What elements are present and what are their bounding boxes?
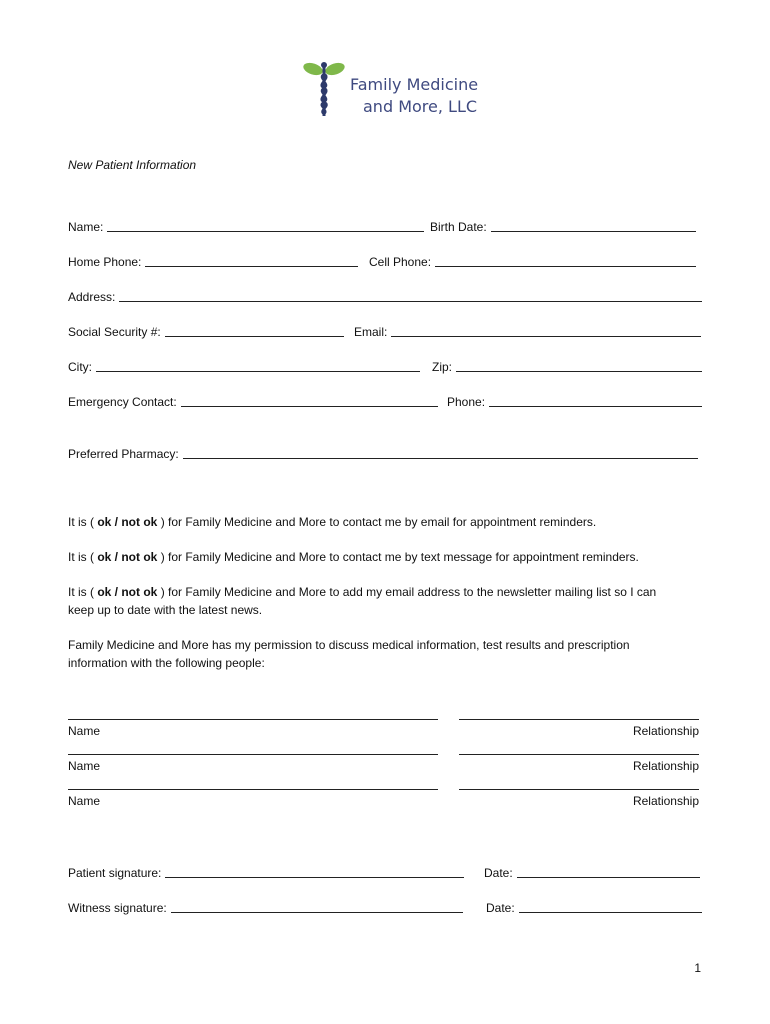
zip-line (456, 359, 702, 372)
contact-relationship-label: Relationship (632, 794, 699, 808)
contact-relationship-line[interactable] (459, 719, 699, 720)
patient-signature-line (165, 865, 464, 878)
permission-statement: Family Medicine and More has my permission to discuss medical information, test results and prescription information with the following people: (68, 638, 630, 670)
address-label: Address: (68, 290, 116, 304)
name-line (107, 219, 424, 232)
newsletter-consent-options[interactable]: ok / not ok (97, 585, 158, 599)
logo-line-1: Family Medicine (350, 75, 479, 94)
patient-signature-field[interactable] (68, 864, 464, 880)
contact-name-label: Name (68, 794, 101, 808)
witness-signature-line (171, 900, 463, 913)
newsletter-consent-statement: It is ( ok / not ok ) for Family Medicine and More to add my email address to the newsletter mailing list so I can keep up to date with the latest news. (68, 585, 657, 617)
email-field[interactable] (354, 323, 701, 339)
address-line (119, 289, 702, 302)
emergency-phone-line (489, 394, 702, 407)
emergency-contact-line (181, 394, 438, 407)
home-phone-line (145, 254, 358, 267)
cell-phone-label: Cell Phone: (369, 255, 432, 269)
contact-relationship-line[interactable] (459, 789, 699, 790)
name-label: Name: (68, 220, 104, 234)
witness-date-line (519, 900, 702, 913)
email-line (391, 324, 701, 337)
address-field[interactable] (68, 288, 702, 304)
email-consent-statement: It is ( ok / not ok ) for Family Medicine and More to contact me by email for appointment reminders. (68, 515, 597, 529)
emergency-phone-label: Phone: (447, 395, 486, 409)
page-number: 1 (694, 961, 701, 975)
contact-name-label: Name (68, 759, 101, 773)
city-field[interactable] (68, 358, 420, 374)
city-label: City: (68, 360, 92, 374)
caduceus-icon (302, 58, 346, 120)
pharmacy-field[interactable] (68, 445, 698, 461)
emergency-contact-field[interactable] (68, 393, 438, 409)
form-title: New Patient Information (68, 158, 197, 172)
witness-signature-label: Witness signature: (68, 901, 167, 915)
birth-date-field[interactable] (430, 218, 696, 234)
ssn-label: Social Security #: (68, 325, 161, 339)
pharmacy-line (183, 446, 698, 459)
birth-date-label: Birth Date: (430, 220, 487, 234)
patient-date-line (517, 865, 700, 878)
home-phone-label: Home Phone: (68, 255, 142, 269)
patient-date-label: Date: (484, 866, 513, 880)
contact-relationship-label: Relationship (632, 759, 699, 773)
contact-relationship-line[interactable] (459, 754, 699, 755)
patient-signature-label: Patient signature: (68, 866, 162, 880)
email-consent-options[interactable]: ok / not ok (97, 515, 158, 529)
zip-field[interactable] (432, 358, 702, 374)
birth-date-line (491, 219, 696, 232)
city-line (96, 359, 420, 372)
ssn-line (165, 324, 344, 337)
witness-date-label: Date: (486, 901, 515, 915)
emergency-phone-field[interactable] (447, 393, 702, 409)
emergency-contact-label: Emergency Contact: (68, 395, 177, 409)
cell-phone-line (435, 254, 696, 267)
contact-relationship-label: Relationship (632, 724, 699, 738)
patient-date-field[interactable] (484, 864, 700, 880)
contact-name-line[interactable] (68, 719, 438, 720)
contact-name-label: Name (68, 724, 101, 738)
name-field[interactable] (68, 218, 424, 234)
contact-name-line[interactable] (68, 754, 438, 755)
zip-label: Zip: (432, 360, 453, 374)
cell-phone-field[interactable] (369, 253, 696, 269)
pharmacy-label: Preferred Pharmacy: (68, 447, 179, 461)
contact-name-line[interactable] (68, 789, 438, 790)
logo-line-2: and More, LLC (363, 97, 478, 116)
witness-date-field[interactable] (486, 899, 702, 915)
email-label: Email: (354, 325, 388, 339)
text-consent-statement: It is ( ok / not ok ) for Family Medicine and More to contact me by text message for appointment reminders. (68, 550, 639, 564)
text-consent-options[interactable]: ok / not ok (97, 550, 158, 564)
ssn-field[interactable] (68, 323, 344, 339)
witness-signature-field[interactable] (68, 899, 463, 915)
home-phone-field[interactable] (68, 253, 358, 269)
